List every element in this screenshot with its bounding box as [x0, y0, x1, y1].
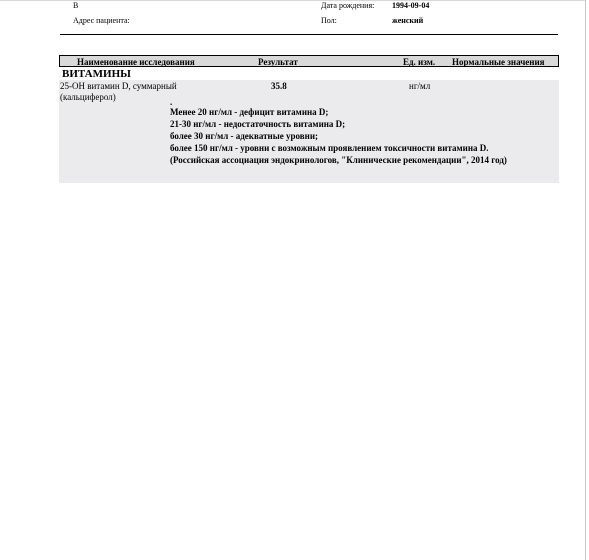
test-name-line1: 25-ОН витамин D, суммарный: [60, 81, 177, 91]
header-reference: Нормальные значения: [452, 57, 545, 67]
header-unit: Ед. изм.: [403, 57, 436, 67]
table-row: [59, 80, 559, 183]
results-table: [59, 55, 559, 183]
section-title: ВИТАМИНЫ: [62, 68, 131, 80]
note-line: более 30 нг/мл - адекватные уровни;: [170, 131, 318, 141]
table-header: [59, 55, 559, 67]
note-line: Менее 20 нг/мл - дефицит витамина D;: [170, 107, 329, 117]
sex-label: Пол:: [321, 16, 337, 25]
reference-note: [170, 106, 555, 166]
header-result: Результат: [258, 57, 298, 67]
page-top-edge: [0, 0, 585, 1]
patient-name-label: В: [73, 1, 79, 10]
dob-label: Дата рождения:: [321, 1, 375, 10]
note-line: (Российская ассоциация эндокринологов, "Клинические рекомендации", 2014 год): [170, 155, 507, 165]
patient-address-label: Адрес пациента:: [73, 16, 130, 25]
test-unit: нг/мл: [409, 81, 431, 91]
test-name-line2: (кальциферол): [60, 92, 116, 102]
test-result: 35.8: [271, 81, 287, 91]
header-test-name: Наименование исследования: [77, 57, 195, 67]
section-row: [59, 67, 559, 80]
patient-info-divider: [60, 34, 558, 35]
test-name: [60, 81, 177, 103]
note-line: 21-30 нг/мл - недостаточность витамина D;: [170, 119, 346, 129]
dob-value: 1994-09-04: [392, 1, 430, 10]
sex-value: женский: [392, 16, 424, 25]
note-line: более 150 нг/мл - уровни с возможным проявлением токсичности витамина D.: [170, 143, 489, 153]
note-dot: .: [170, 97, 173, 107]
